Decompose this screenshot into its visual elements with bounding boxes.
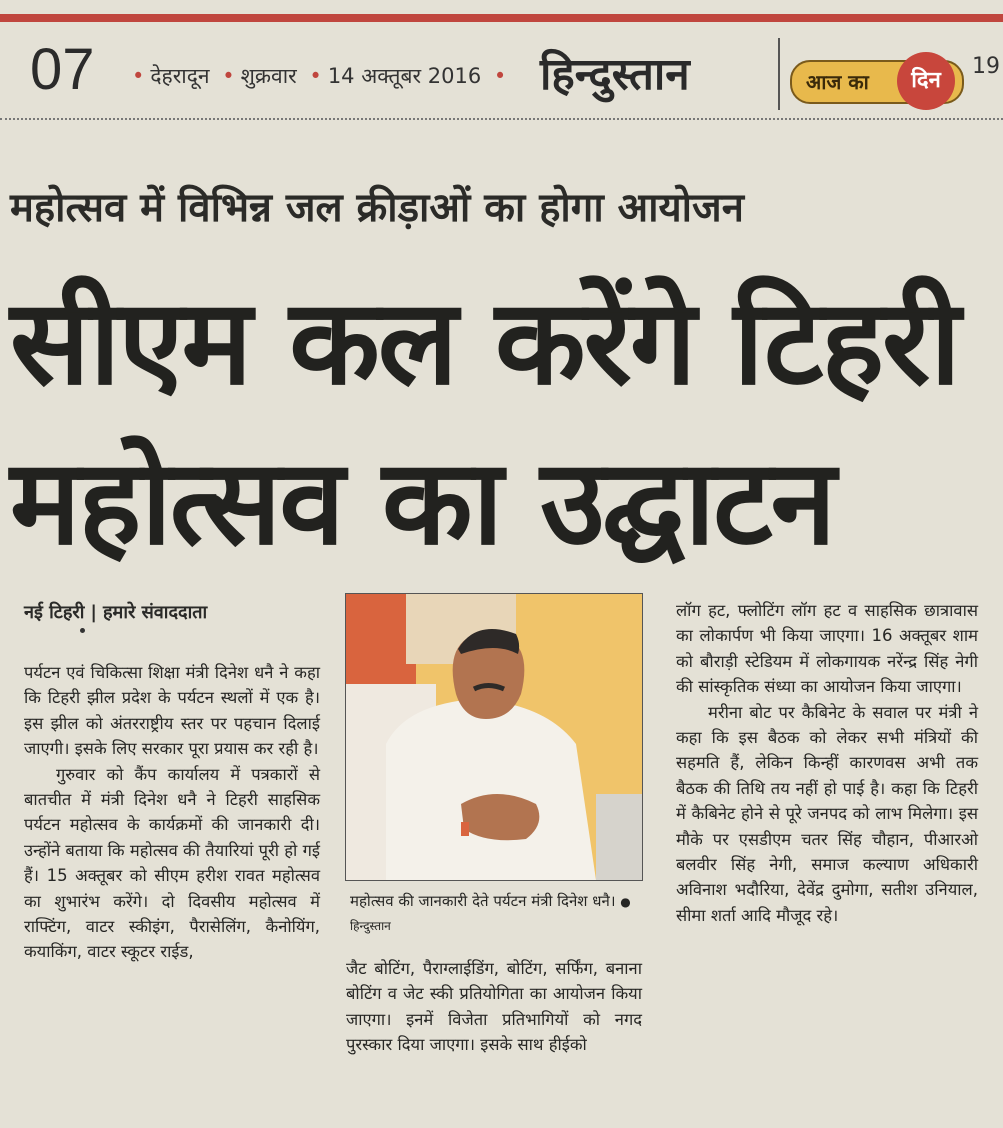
newspaper-name: हिन्दुस्तान (540, 49, 690, 100)
article-kicker: महोत्सव में विभिन्न जल क्रीड़ाओं का होगा आयोजन (10, 185, 744, 231)
adjacent-page-number: 19 (972, 54, 1000, 79)
paragraph: पर्यटन एवं चिकित्सा शिक्षा मंत्री दिनेश धनै ने कहा कि टिहरी झील प्रदेश के पर्यटन स्थलों में एक है। इस झील को अंतरराष्ट्रीय स्तर पर पहचान दिलाई जाएगी। इसके लिए सरकार पूरा प्रयास कर रही है। (24, 663, 320, 759)
byline-dot (80, 628, 85, 633)
bullet-icon: • (222, 64, 235, 88)
byline-separator: | (90, 602, 97, 623)
dateline-date: 14 अक्तूबर 2016 (327, 64, 482, 88)
article-column-2 (346, 956, 642, 1058)
bullet-icon: • (309, 64, 322, 88)
page-number: 07 (30, 37, 95, 102)
section-badge-text: आज का (806, 70, 869, 94)
section-badge-circle: दिन (897, 52, 955, 110)
dateline (126, 62, 512, 90)
paragraph: मरीना बोट पर कैबिनेट के सवाल पर मंत्री ने कहा कि इस बैठक को लेकर सभी मंत्रियों की सहमति हैं, लेकिन किन्हीं कारणवस अभी तक बैठक की तिथि तय नहीं हो पाई है। कहा कि टिहरी में कैबिनेट होने से पूरे जनपद को लाभ मिलेगा। इस मौके पर एसडीएम चतर सिंह चौहान, पीआरओ बलवीर सिंह नेगी, समाज कल्याण अधिकारी अविनाश भदौरिया, देवेंद्र दुमोगा, सतीश उनियाल, सीमा शर्ता आदि मौजूद रहे। (676, 702, 978, 925)
masthead (0, 24, 1003, 116)
minister-photo-illustration (346, 594, 642, 880)
byline (24, 600, 207, 624)
masthead-divider (778, 38, 780, 110)
photo-caption (350, 890, 640, 938)
bullet-icon: • (493, 64, 507, 88)
byline-author: हमारे संवाददाता (103, 602, 208, 623)
section-badge (790, 60, 964, 104)
article-column-3 (676, 598, 978, 928)
paragraph: लॉग हट, फ्लोटिंग लॉग हट व साहसिक छात्रावास का लोकार्पण भी किया जाएगा। 16 अक्तूबर शाम को बौराड़ी स्टेडियम में लोकगायक नरेंन्द्र सिंह नेगी की सांस्कृतिक संध्या का आयोजन किया जाएगा। (676, 601, 978, 697)
dateline-city: देहरादून (150, 64, 210, 88)
article-headline: सीएम कल करेंगे टिहरी महोत्सव का उद्घाटन (10, 273, 959, 571)
paragraph: जैट बोटिंग, पैराग्लाईडिंग, बोटिंग, सर्फिंग, बनाना बोटिंग व जेट स्की प्रतियोगिता का आयोजन किया जाएगा। इनमें विजेता प्रतिभागियों को नगद पुरस्कार दिया जाएगा। इसके साथ हीईको (346, 959, 642, 1055)
masthead-red-rule (0, 14, 1003, 22)
paragraph: गुरुवार को कैंप कार्यालय में पत्रकारों से बातचीत में मंत्री दिनेश धनै ने टिहरी साहसिक पर्यटन महोत्सव के कार्यक्रमों की जानकारी दी। उन्होंने बताया कि महोत्सव की तैयारियां पूरी हो गई हैं। 15 अक्तूबर को सीएम हरीश रावत महोत्सव का शुभारंभ करेंगे। दो दिवसीय महोत्सव में राफ्टिंग, वाटर स्कीइंग, पैरासेलिंग, कैनोयिंग, कयाकिंग, वाटर स्कूटर राईड, (24, 764, 320, 962)
dateline-day: शुक्रवार (240, 64, 297, 88)
article-photo (345, 593, 643, 881)
article-column-1 (24, 660, 320, 965)
byline-place: नई टिहरी (24, 602, 85, 623)
bullet-icon: • (132, 64, 145, 88)
photo-credit: ● हिन्दुस्तान (350, 895, 631, 933)
dotted-divider (0, 118, 1003, 120)
photo-caption-text: महोत्सव की जानकारी देते पर्यटन मंत्री दिनेश धनै। (350, 892, 616, 910)
